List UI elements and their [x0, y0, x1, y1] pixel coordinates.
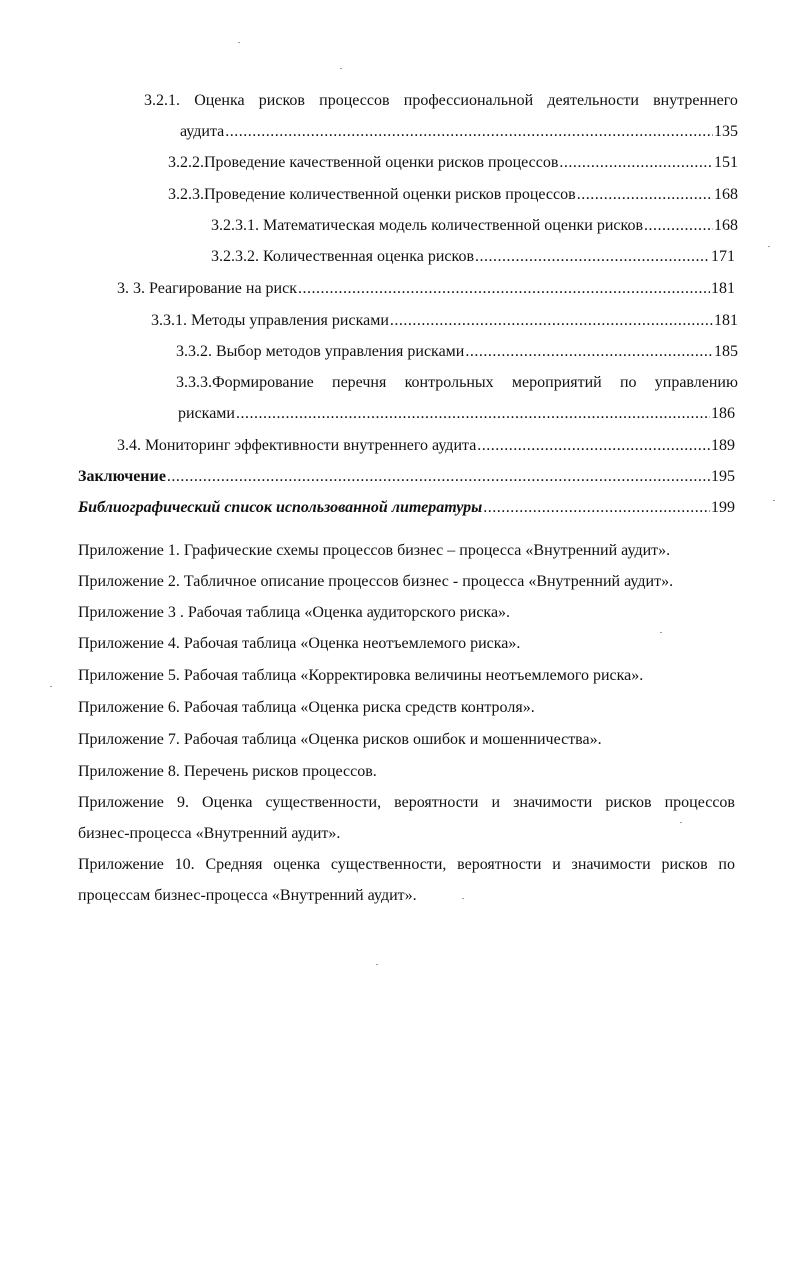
toc-page-number: 185 [714, 343, 738, 360]
word: значимости [513, 794, 593, 811]
word: вероятности [394, 794, 479, 811]
word: рисков [661, 856, 708, 873]
scan-speck [773, 500, 775, 501]
leader-dots [577, 185, 713, 205]
toc-entry-title: 3.3.1. Методы управления рисками [151, 312, 389, 329]
word: перечня [332, 374, 387, 391]
leader-dots [225, 122, 713, 142]
word: процессов [664, 794, 735, 811]
appendix-6: Приложение 6. Рабочая таблица «Оценка риска средств контроля». [78, 699, 535, 716]
appendix-9-line1 [78, 793, 735, 813]
toc-page-number: 168 [714, 186, 738, 203]
leader-dots [483, 498, 710, 518]
word: внутреннего [653, 92, 738, 109]
toc-entry-title: Проведение качественной оценки рисков процессов [204, 154, 559, 171]
leader-dots [390, 311, 713, 331]
toc-entry-number: 3.2.2. [168, 154, 204, 171]
appendix-7: Приложение 7. Рабочая таблица «Оценка рисков ошибок и мошенничества». [78, 731, 602, 748]
toc-entry-title: Заключение [78, 468, 166, 485]
toc-page-number: 135 [714, 123, 738, 140]
word: профессиональной [403, 92, 534, 109]
word: рисков [605, 794, 652, 811]
word: по [619, 374, 637, 391]
toc-entry-title: Проведение количественной оценки рисков процессов [204, 186, 576, 203]
leader-dots [644, 216, 713, 236]
toc-entry-title: 3.4. Мониторинг эффективности внутреннего аудита [117, 437, 477, 454]
toc-entry-3-2-2 [168, 153, 738, 173]
toc-entry-3-4 [117, 436, 735, 456]
appendix-3: Приложение 3 . Рабочая таблица «Оценка аудиторского риска». [78, 604, 511, 621]
toc-entry-title: 3.2.3.1. Математическая модель количественной оценки рисков [211, 217, 644, 234]
appendix-8: Приложение 8. Перечень рисков процессов. [78, 763, 377, 780]
appendix-10-line2: процессам бизнес-процесса «Внутренний аудит». [78, 887, 417, 904]
leader-dots [559, 153, 713, 173]
word: Приложение [78, 856, 164, 873]
word: существенности, [330, 856, 447, 873]
word: Оценка [194, 92, 245, 109]
toc-entry-3-3 [117, 279, 735, 299]
appendix-10-line1 [78, 855, 735, 875]
scan-speck [340, 68, 342, 69]
toc-entry-title: рисками [178, 405, 235, 422]
scan-speck [660, 632, 662, 633]
word: 9. [176, 794, 189, 811]
toc-entry-title: Библиографический список использованной литературы [78, 499, 483, 516]
word: и [491, 794, 501, 811]
toc-entry-3-2-3-1 [211, 216, 738, 236]
leader-dots [167, 467, 710, 487]
word: Оценка [202, 794, 253, 811]
toc-entry-title: 3.3.2. Выбор методов управления рисками [176, 343, 465, 360]
toc-entry-title: 3. 3. Реагирование на риск [117, 280, 297, 297]
toc-entry-3-2-1-line1 [144, 91, 738, 111]
word: деятельности [547, 92, 639, 109]
scan-speck [768, 246, 770, 247]
word: существенности, [265, 794, 382, 811]
word: Средняя [205, 856, 263, 873]
toc-entry-3-2-3 [168, 185, 738, 205]
toc-page-number: 181 [714, 312, 738, 329]
toc-entry-title: 3.2.3.2. Количественная оценка рисков [211, 248, 475, 265]
leader-dots [475, 247, 710, 267]
toc-entry-title: аудита [180, 123, 225, 140]
toc-page-number: 195 [711, 468, 735, 485]
toc-page-number: 189 [711, 437, 735, 454]
toc-entry-conclusion [78, 467, 735, 487]
word: процессов [319, 92, 390, 109]
word: мероприятий [511, 374, 602, 391]
appendix-5: Приложение 5. Рабочая таблица «Корректировка величины неотъемлемого риска». [78, 667, 644, 684]
scan-speck [680, 822, 682, 823]
leader-dots [477, 436, 710, 456]
word: 3.3.3.Формирование [176, 374, 314, 391]
appendix-1: Приложение 1. Графические схемы процессов бизнес – процесса «Внутренний аудит». [78, 542, 671, 559]
toc-entry-3-2-3-2 [211, 247, 735, 267]
toc-entry-number: 3.2.3. [168, 186, 204, 203]
toc-entry-3-3-3-line1 [176, 373, 738, 393]
toc-page-number: 151 [714, 154, 738, 171]
leader-dots [298, 279, 710, 299]
word: по [718, 856, 735, 873]
word: оценка [273, 856, 321, 873]
leader-dots [465, 342, 713, 362]
appendix-4: Приложение 4. Рабочая таблица «Оценка неотъемлемого риска». [78, 635, 521, 652]
toc-entry-3-2-1-line2 [180, 122, 738, 142]
toc-page-number: 199 [711, 499, 735, 516]
toc-page-number: 181 [711, 280, 735, 297]
toc-entry-3-3-2 [176, 342, 738, 362]
word: контрольных [404, 374, 494, 391]
toc-entry-3-3-1 [151, 311, 738, 331]
scan-speck [376, 964, 378, 965]
word: Приложение [78, 794, 164, 811]
word: управлению [654, 374, 738, 391]
word: 10. [174, 856, 195, 873]
appendix-9-line2: бизнес-процесса «Внутренний аудит». [78, 825, 341, 842]
toc-entry-bibliography [78, 498, 735, 518]
toc-page-number: 168 [714, 217, 738, 234]
word: и [552, 856, 561, 873]
word: рисков [258, 92, 305, 109]
appendix-2: Приложение 2. Табличное описание процессов бизнес - процесса «Внутренний аудит». [78, 573, 674, 590]
leader-dots [236, 404, 710, 424]
scan-speck [462, 898, 464, 899]
word: вероятности [457, 856, 542, 873]
toc-entry-3-3-3-line2 [178, 404, 735, 424]
scan-speck [50, 686, 52, 687]
scan-speck [238, 42, 240, 43]
toc-page-number: 186 [711, 405, 735, 422]
toc-page-number: 171 [711, 248, 735, 265]
word: 3.2.1. [144, 92, 180, 109]
word: значимости [571, 856, 651, 873]
